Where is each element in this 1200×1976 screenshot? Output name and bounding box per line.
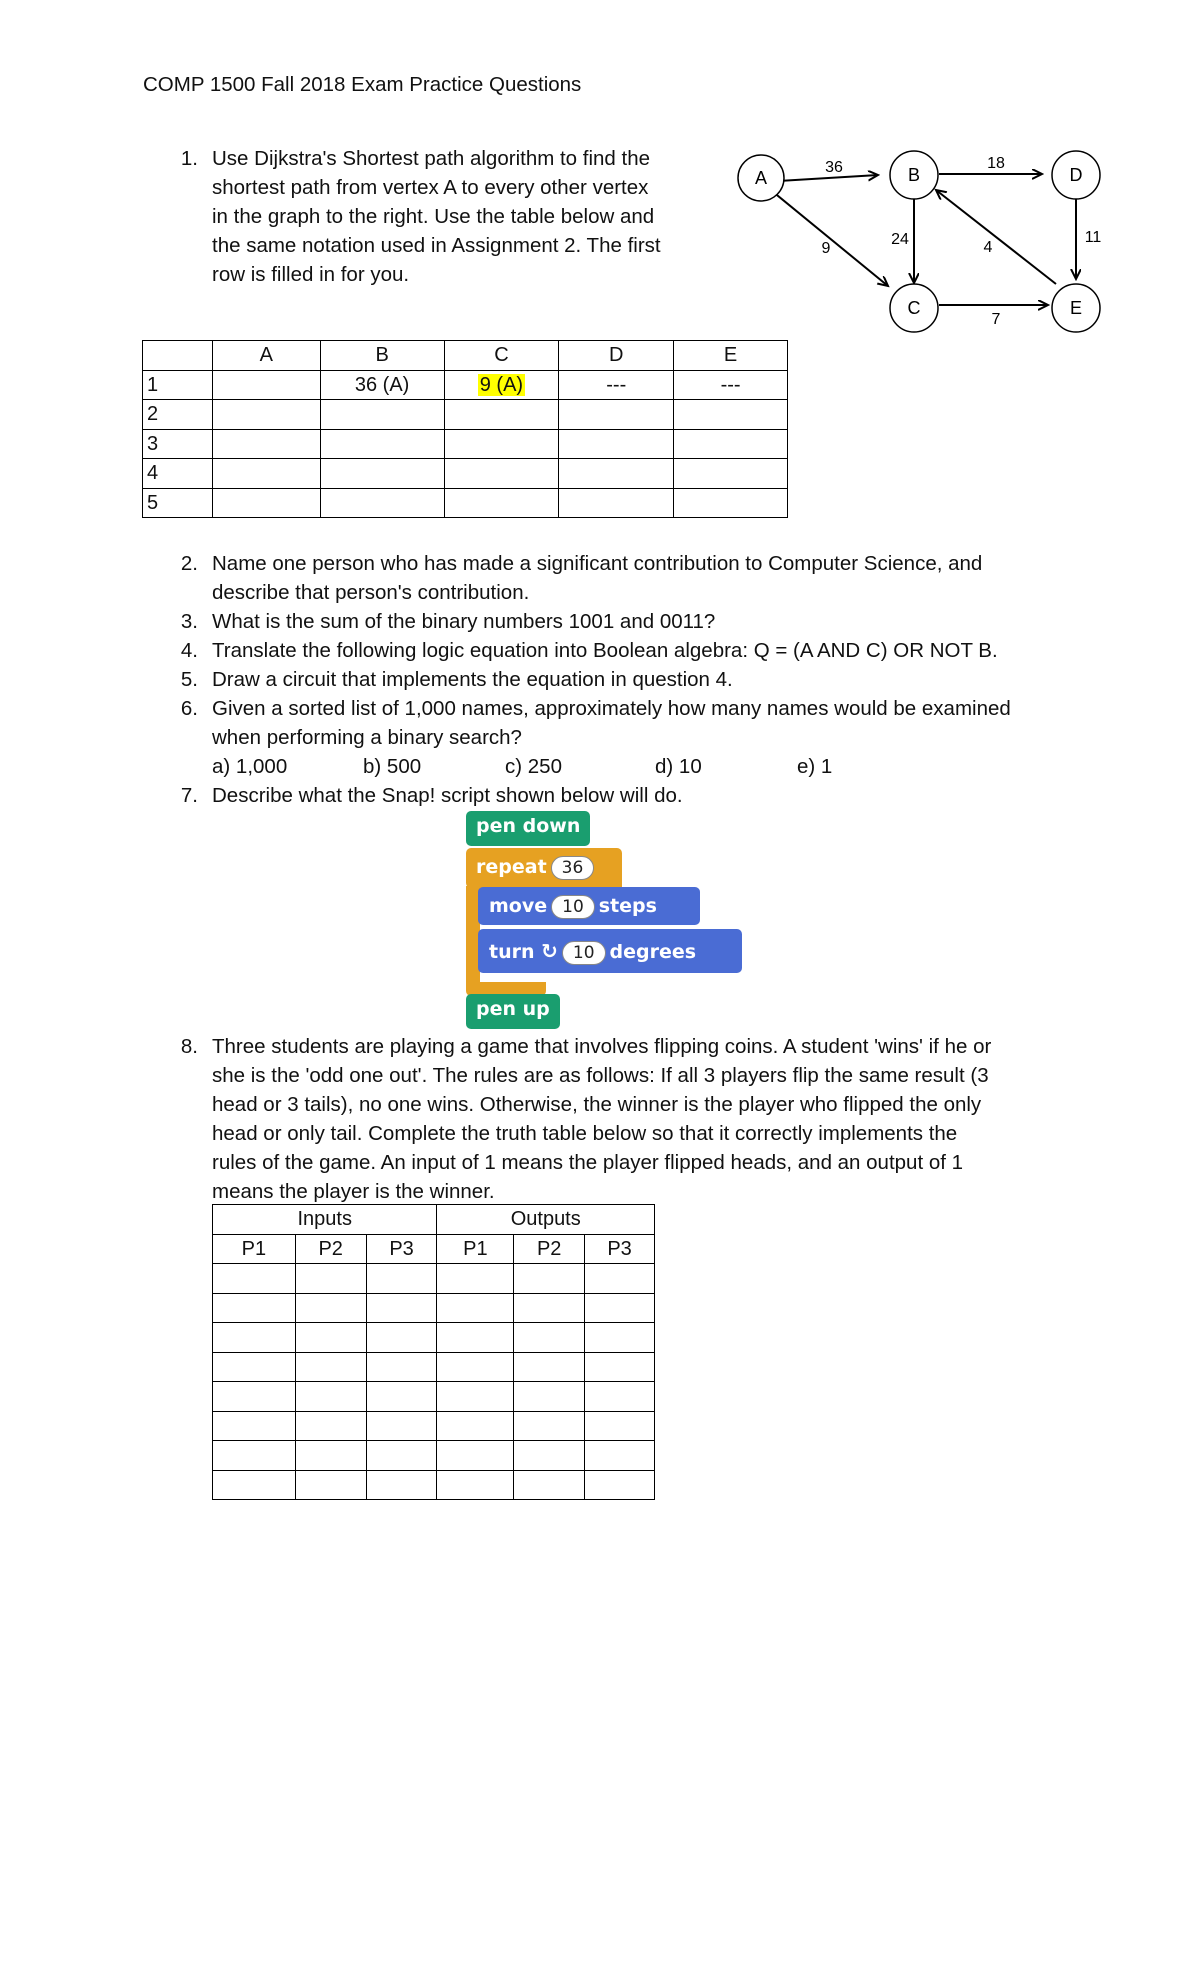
table-cell	[444, 429, 559, 459]
edge-label-ce: 7	[991, 311, 1001, 328]
table-cell	[444, 370, 559, 400]
q8-line: head or only tail. Complete the truth table below so that it correctly implements the	[212, 1122, 958, 1145]
q7-number: 7.	[180, 784, 198, 807]
table-row	[143, 488, 788, 518]
table-cell	[213, 1293, 296, 1323]
table-cell: 36 (A)	[320, 370, 444, 400]
q2-text	[212, 549, 982, 607]
table-cell	[366, 1352, 437, 1382]
table-row	[213, 1411, 655, 1441]
turn-degrees-slot: 10	[562, 941, 606, 965]
table-cell	[514, 1382, 585, 1412]
q8-number: 8.	[180, 1035, 198, 1058]
table-cell	[366, 1293, 437, 1323]
edge-label-bc: 24	[891, 231, 909, 248]
table-cell	[514, 1323, 585, 1353]
edge-label-de: 11	[1084, 229, 1102, 246]
table-row	[143, 459, 788, 489]
move-steps-slot: 10	[551, 895, 595, 919]
table-row	[213, 1293, 655, 1323]
q8-line: means the player is the winner.	[212, 1180, 495, 1203]
q6-option-c: c) 250	[505, 755, 562, 778]
q2-line: describe that person's contribution.	[212, 581, 530, 604]
q8-line: she is the 'odd one out'. The rules are as follows: If all 3 players flip the same result (3	[212, 1064, 989, 1087]
repeat-label: repeat	[476, 856, 547, 878]
q4-text: Translate the following logic equation into Boolean algebra: Q = (A AND C) OR NOT B.	[212, 639, 998, 662]
q8-text	[212, 1032, 991, 1206]
table-cell	[444, 488, 559, 518]
outputs-header: Outputs	[437, 1205, 655, 1235]
table-cell	[514, 1293, 585, 1323]
q1-number: 1.	[180, 147, 198, 170]
table-cell	[366, 1382, 437, 1412]
table-cell	[559, 488, 674, 518]
table-cell	[437, 1411, 514, 1441]
table-header-cell: A	[212, 341, 320, 371]
table-cell	[437, 1264, 514, 1294]
table-cell	[213, 1323, 296, 1353]
table-cell	[213, 1264, 296, 1294]
node-a-label: A	[754, 168, 768, 188]
table-cell: 1	[143, 370, 213, 400]
table-cell	[295, 1382, 366, 1412]
table-cell	[585, 1323, 655, 1353]
table-cell	[320, 400, 444, 430]
truth-table-header-row	[213, 1234, 655, 1264]
table-cell	[320, 429, 444, 459]
table-row	[213, 1264, 655, 1294]
table-cell	[212, 429, 320, 459]
table-cell	[674, 459, 788, 489]
q6-option-a: a) 1,000	[212, 755, 288, 778]
table-cell	[559, 459, 674, 489]
q4-number: 4.	[180, 639, 198, 662]
table-row	[213, 1470, 655, 1500]
q6-text	[212, 694, 1011, 752]
table-cell	[295, 1264, 366, 1294]
q1-text	[212, 144, 661, 289]
table-cell	[585, 1441, 655, 1471]
table-cell	[514, 1411, 585, 1441]
table-cell	[295, 1411, 366, 1441]
q1-line: row is filled in for you.	[212, 263, 410, 286]
table-header-cell: B	[320, 341, 444, 371]
column-header: P3	[585, 1234, 655, 1264]
table-cell	[437, 1352, 514, 1382]
table-cell	[514, 1470, 585, 1500]
q6-line: when performing a binary search?	[212, 726, 522, 749]
q1-line: in the graph to the right. Use the table below and	[212, 205, 655, 228]
table-cell	[212, 370, 320, 400]
table-cell	[213, 1352, 296, 1382]
turn-block	[478, 929, 742, 973]
dijkstra-table	[142, 340, 788, 518]
table-cell	[559, 429, 674, 459]
table-cell	[295, 1470, 366, 1500]
edge-label-ab: 36	[825, 159, 843, 176]
q6-option-e: e) 1	[797, 755, 833, 778]
table-cell	[437, 1441, 514, 1471]
table-cell: 3	[143, 429, 213, 459]
table-header-row	[143, 341, 788, 371]
table-header-cell: E	[674, 341, 788, 371]
table-cell	[585, 1382, 655, 1412]
node-b-label: B	[907, 165, 921, 185]
table-cell	[212, 488, 320, 518]
table-cell: ---	[674, 370, 788, 400]
table-cell	[295, 1323, 366, 1353]
table-cell	[295, 1352, 366, 1382]
truth-table-group-row	[213, 1205, 655, 1235]
table-row	[143, 400, 788, 430]
table-cell	[437, 1323, 514, 1353]
q1-line: Use Dijkstra's Shortest path algorithm to find the	[212, 147, 651, 170]
node-c-label: C	[907, 298, 921, 318]
table-cell	[674, 488, 788, 518]
table-cell: 5	[143, 488, 213, 518]
q8-line: head or 3 tails), no one wins. Otherwise, the winner is the player who flipped the only	[212, 1093, 982, 1116]
inputs-header: Inputs	[213, 1205, 437, 1235]
move-block	[478, 887, 700, 925]
q5-number: 5.	[180, 668, 198, 691]
table-header-cell: C	[444, 341, 559, 371]
pen-up-block: pen up	[466, 994, 560, 1029]
table-cell	[585, 1293, 655, 1323]
table-cell	[674, 400, 788, 430]
column-header: P1	[437, 1234, 514, 1264]
edge-e-b	[936, 190, 1056, 284]
q3-text: What is the sum of the binary numbers 1001 and 0011?	[212, 610, 716, 633]
turn-label: turn	[489, 941, 535, 963]
table-cell	[585, 1264, 655, 1294]
table-cell	[366, 1411, 437, 1441]
column-header: P2	[514, 1234, 585, 1264]
table-cell: 4	[143, 459, 213, 489]
q8-line: rules of the game. An input of 1 means the player flipped heads, and an output of 1	[212, 1151, 964, 1174]
table-cell: ---	[559, 370, 674, 400]
table-row	[143, 429, 788, 459]
q6-number: 6.	[180, 697, 198, 720]
edge-label-bd: 18	[987, 155, 1005, 172]
table-cell	[559, 400, 674, 430]
repeat-block-label	[476, 853, 598, 881]
table-cell	[585, 1352, 655, 1382]
table-cell	[444, 459, 559, 489]
q6-line: Given a sorted list of 1,000 names, approximately how many names would be examined	[212, 697, 1011, 720]
table-cell	[213, 1382, 296, 1412]
move-label: move	[489, 895, 548, 917]
table-row	[213, 1382, 655, 1412]
q7-text: Describe what the Snap! script shown below will do.	[212, 784, 683, 807]
table-header-cell: D	[559, 341, 674, 371]
table-row	[143, 370, 788, 400]
node-d-label: D	[1069, 165, 1083, 185]
table-cell	[585, 1411, 655, 1441]
table-row	[213, 1441, 655, 1471]
q2-line: Name one person who has made a significant contribution to Computer Science, and	[212, 552, 983, 575]
repeat-count-slot: 36	[551, 856, 595, 880]
table-cell	[674, 429, 788, 459]
edge-label-eb: 4	[983, 239, 993, 256]
rotate-clockwise-icon: ↻	[541, 939, 558, 963]
edge-label-ac: 9	[821, 240, 831, 257]
table-cell	[295, 1293, 366, 1323]
table-cell	[437, 1382, 514, 1412]
q8-line: Three students are playing a game that involves flipping coins. A student 'wins' if he or	[212, 1035, 992, 1058]
pen-down-block: pen down	[466, 811, 590, 846]
table-cell: 2	[143, 400, 213, 430]
column-header: P3	[366, 1234, 437, 1264]
q1-line: shortest path from vertex A to every other vertex	[212, 176, 649, 199]
table-cell	[213, 1441, 296, 1471]
q6-option-d: d) 10	[655, 755, 702, 778]
edge-a-c	[761, 182, 888, 286]
table-cell	[320, 459, 444, 489]
q3-number: 3.	[180, 610, 198, 633]
table-cell	[213, 1411, 296, 1441]
table-cell	[366, 1264, 437, 1294]
q2-number: 2.	[180, 552, 198, 575]
table-cell	[295, 1441, 366, 1471]
truth-table	[212, 1204, 655, 1500]
steps-label: steps	[598, 895, 657, 917]
table-row	[213, 1323, 655, 1353]
table-cell	[437, 1293, 514, 1323]
q5-text: Draw a circuit that implements the equation in question 4.	[212, 668, 733, 691]
highlighted-value: 9 (A)	[479, 373, 524, 396]
table-cell	[213, 1470, 296, 1500]
table-cell	[320, 488, 444, 518]
q1-line: the same notation used in Assignment 2. The first	[212, 234, 661, 257]
node-e-label: E	[1069, 298, 1083, 318]
column-header: P2	[295, 1234, 366, 1264]
table-row	[213, 1352, 655, 1382]
table-cell	[585, 1470, 655, 1500]
column-header: P1	[213, 1234, 296, 1264]
table-header-cell	[143, 341, 213, 371]
table-cell	[366, 1323, 437, 1353]
dijkstra-graph	[728, 138, 1108, 348]
q6-option-b: b) 500	[363, 755, 422, 778]
table-cell	[437, 1470, 514, 1500]
table-cell	[514, 1264, 585, 1294]
table-cell	[366, 1441, 437, 1471]
degrees-label: degrees	[609, 941, 697, 963]
table-cell	[212, 400, 320, 430]
page-title: COMP 1500 Fall 2018 Exam Practice Questions	[143, 73, 582, 96]
table-cell	[514, 1352, 585, 1382]
table-cell	[212, 459, 320, 489]
table-cell	[366, 1470, 437, 1500]
table-cell	[444, 400, 559, 430]
table-cell	[514, 1441, 585, 1471]
